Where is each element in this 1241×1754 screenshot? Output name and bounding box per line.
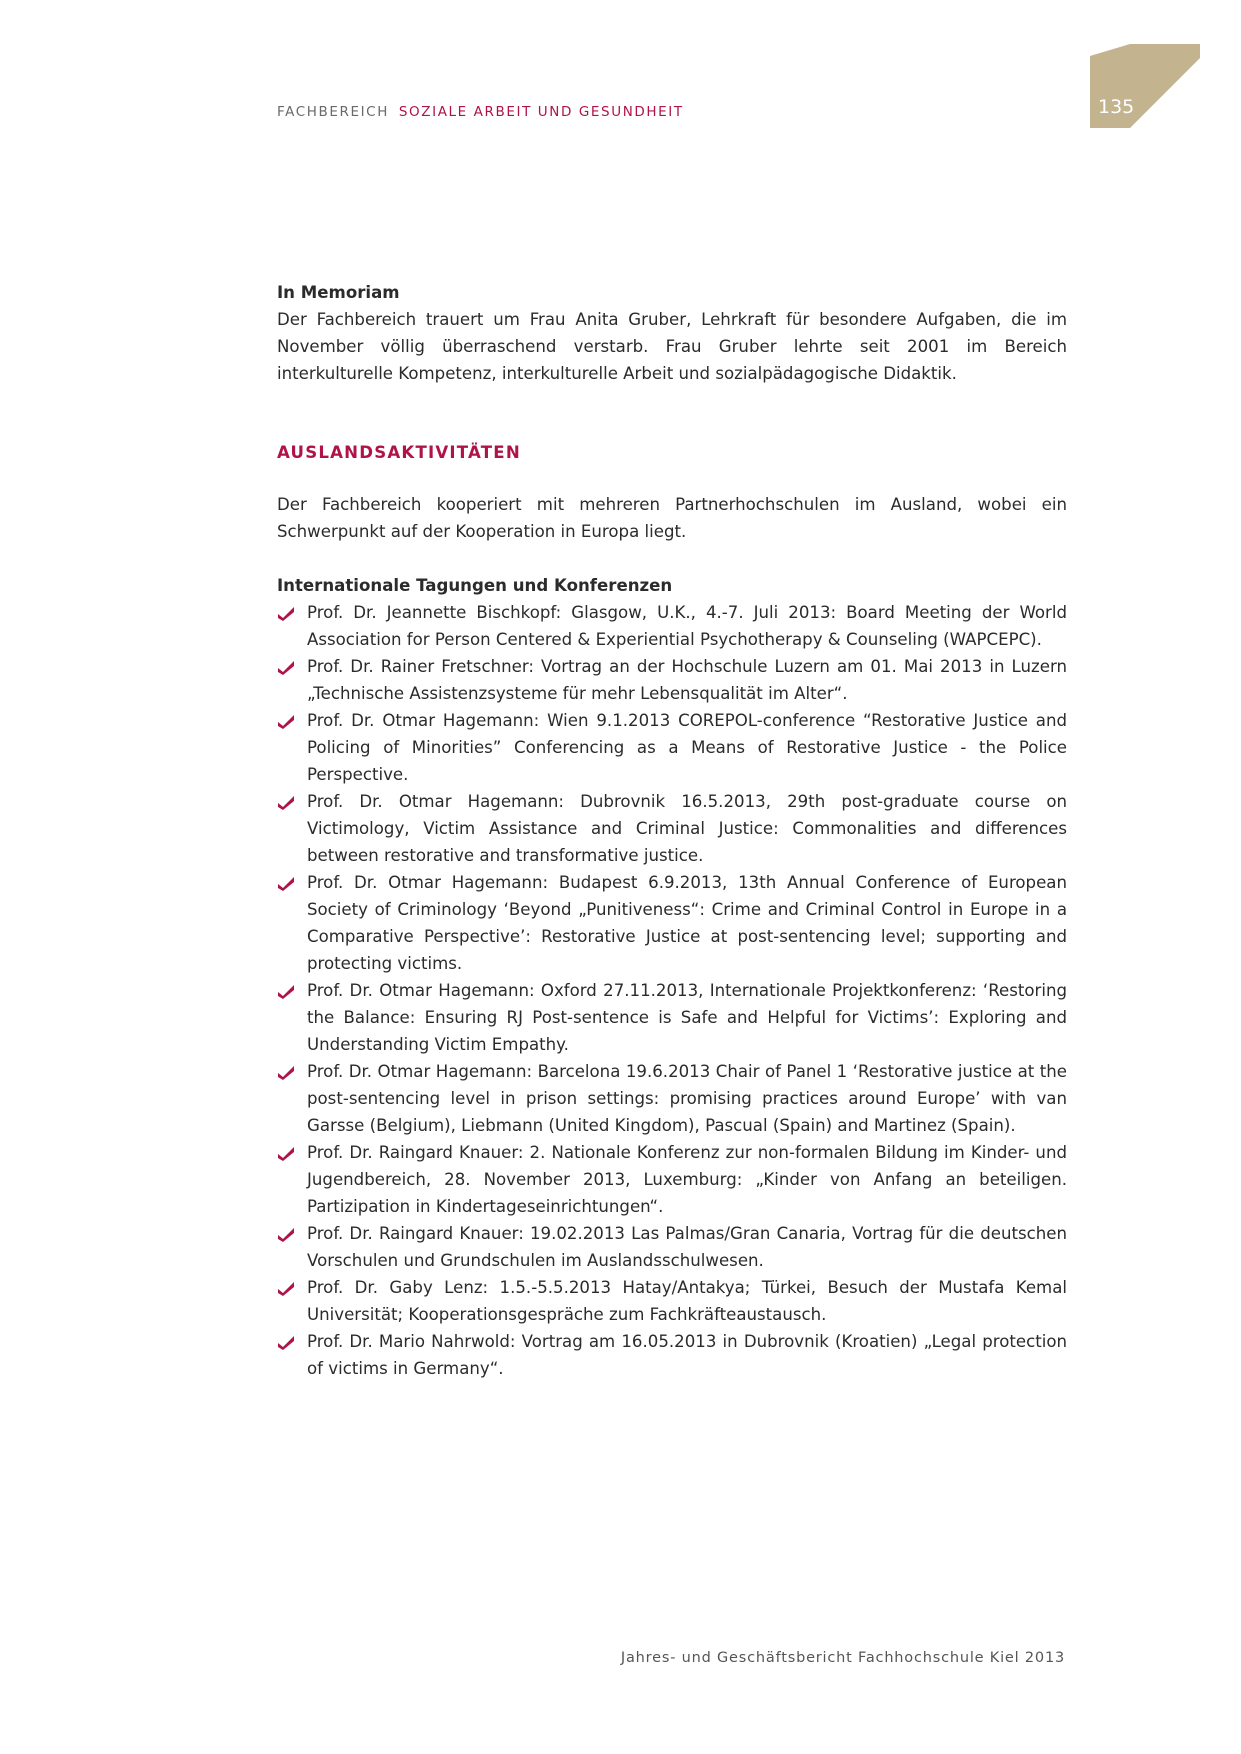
section-heading: AUSLANDSAKTIVITÄTEN xyxy=(277,443,521,462)
auslands-intro: Der Fachbereich kooperiert mit mehreren Partnerhochschulen im Ausland, wobei ein Schwerpunkt auf der Kooperation in Europa liegt. xyxy=(277,495,1067,541)
memoriam-title: In Memoriam xyxy=(277,283,400,302)
page-footer: Jahres- und Geschäftsbericht Fachhochschule Kiel 2013 xyxy=(620,1650,1065,1666)
check-icon xyxy=(277,1064,295,1080)
check-icon xyxy=(277,605,295,621)
list-item xyxy=(277,869,1067,977)
conferences-section xyxy=(277,572,1067,1382)
conference-list xyxy=(277,599,1067,1382)
list-item-text: Prof. Dr. Otmar Hagemann: Oxford 27.11.2013, Internationale Projektkonferenz: ‘Restoring the Balance: Ensuring RJ Post-sentence is Safe and Helpful for Victims’: Exploring and Understanding Victim Empathy. xyxy=(307,981,1067,1054)
list-item xyxy=(277,1139,1067,1220)
list-item xyxy=(277,1328,1067,1382)
check-icon xyxy=(277,1280,295,1296)
list-item xyxy=(277,1058,1067,1139)
list-item xyxy=(277,788,1067,869)
list-item xyxy=(277,977,1067,1058)
check-icon xyxy=(277,794,295,810)
check-icon xyxy=(277,983,295,999)
list-item-text: Prof. Dr. Otmar Hagemann: Budapest 6.9.2013, 13th Annual Conference of European Society of Criminology ‘Beyond „Punitiveness“: Crime and Criminal Control in Europe in a Comparative Perspective’: Restorative Justice at post-sentencing level; supporting and protecting victims. xyxy=(307,873,1067,973)
check-icon xyxy=(277,1334,295,1350)
department-name: SOZIALE ARBEIT UND GESUNDHEIT xyxy=(398,104,684,120)
list-item-text: Prof. Dr. Gaby Lenz: 1.5.-5.5.2013 Hatay/Antakya; Türkei, Besuch der Mustafa Kemal Universität; Kooperationsgespräche zum Fachkräfteaustausch. xyxy=(307,1278,1067,1324)
check-icon xyxy=(277,1226,295,1242)
list-item-text: Prof. Dr. Raingard Knauer: 2. Nationale Konferenz zur non-formalen Bildung im Kinder- und Jugendbereich, 28. November 2013, Luxemburg: „Kinder von Anfang an beteiligen. Partizipation in Kindertageseinrichtungen“. xyxy=(307,1143,1067,1216)
check-icon xyxy=(277,1145,295,1161)
memoriam-text: Der Fachbereich trauert um Frau Anita Gruber, Lehrkraft für besondere Aufgaben, die im November völlig überraschend verstarb. Frau Gruber lehrte seit 2001 im Bereich interkulturelle Kompetenz, interkulturelle Arbeit und sozialpädagogische Didaktik. xyxy=(277,310,1067,383)
list-item-text: Prof. Dr. Rainer Fretschner: Vortrag an der Hochschule Luzern am 01. Mai 2013 in Luzern „Technische Assistenzsysteme für mehr Lebensqualität im Alter“. xyxy=(307,657,1067,703)
list-item-text: Prof. Dr. Mario Nahrwold: Vortrag am 16.05.2013 in Dubrovnik (Kroatien) „Legal protection of victims in Germany“. xyxy=(307,1332,1067,1378)
list-item-text: Prof. Dr. Otmar Hagemann: Barcelona 19.6.2013 Chair of Panel 1 ‘Restorative justice at the post-sentencing level in prison settings: promising practices around Europe’ with van Garsse (Belgium), Liebmann (United Kingdom), Pascual (Spain) and Martinez (Spain). xyxy=(307,1062,1067,1135)
list-item xyxy=(277,653,1067,707)
check-icon xyxy=(277,659,295,675)
list-item xyxy=(277,599,1067,653)
department-label: FACHBEREICH xyxy=(277,104,389,120)
list-item-text: Prof. Dr. Otmar Hagemann: Dubrovnik 16.5.2013, 29th post-graduate course on Victimology, Victim Assistance and Criminal Justice: Commonalities and differences between restorative and transformative justice. xyxy=(307,792,1067,865)
list-item xyxy=(277,1220,1067,1274)
list-item xyxy=(277,1274,1067,1328)
running-header xyxy=(277,104,684,120)
list-item-text: Prof. Dr. Raingard Knauer: 19.02.2013 Las Palmas/Gran Canaria, Vortrag für die deutschen Vorschulen und Grundschulen im Auslandsschulwesen. xyxy=(307,1224,1067,1270)
list-item xyxy=(277,707,1067,788)
check-icon xyxy=(277,713,295,729)
memoriam-section xyxy=(277,279,1067,387)
page-number: 135 xyxy=(1098,96,1135,118)
check-icon xyxy=(277,875,295,891)
list-item-text: Prof. Dr. Jeannette Bischkopf: Glasgow, U.K., 4.-7. Juli 2013: Board Meeting der World Association for Person Centered & Experiential Psychotherapy & Counseling (WAPCEPC). xyxy=(307,603,1067,649)
conferences-title: Internationale Tagungen und Konferenzen xyxy=(277,576,673,595)
list-item-text: Prof. Dr. Otmar Hagemann: Wien 9.1.2013 COREPOL-conference “Restorative Justice and Policing of Minorities” Conferencing as a Means of Restorative Justice - the Police Perspective. xyxy=(307,711,1067,784)
